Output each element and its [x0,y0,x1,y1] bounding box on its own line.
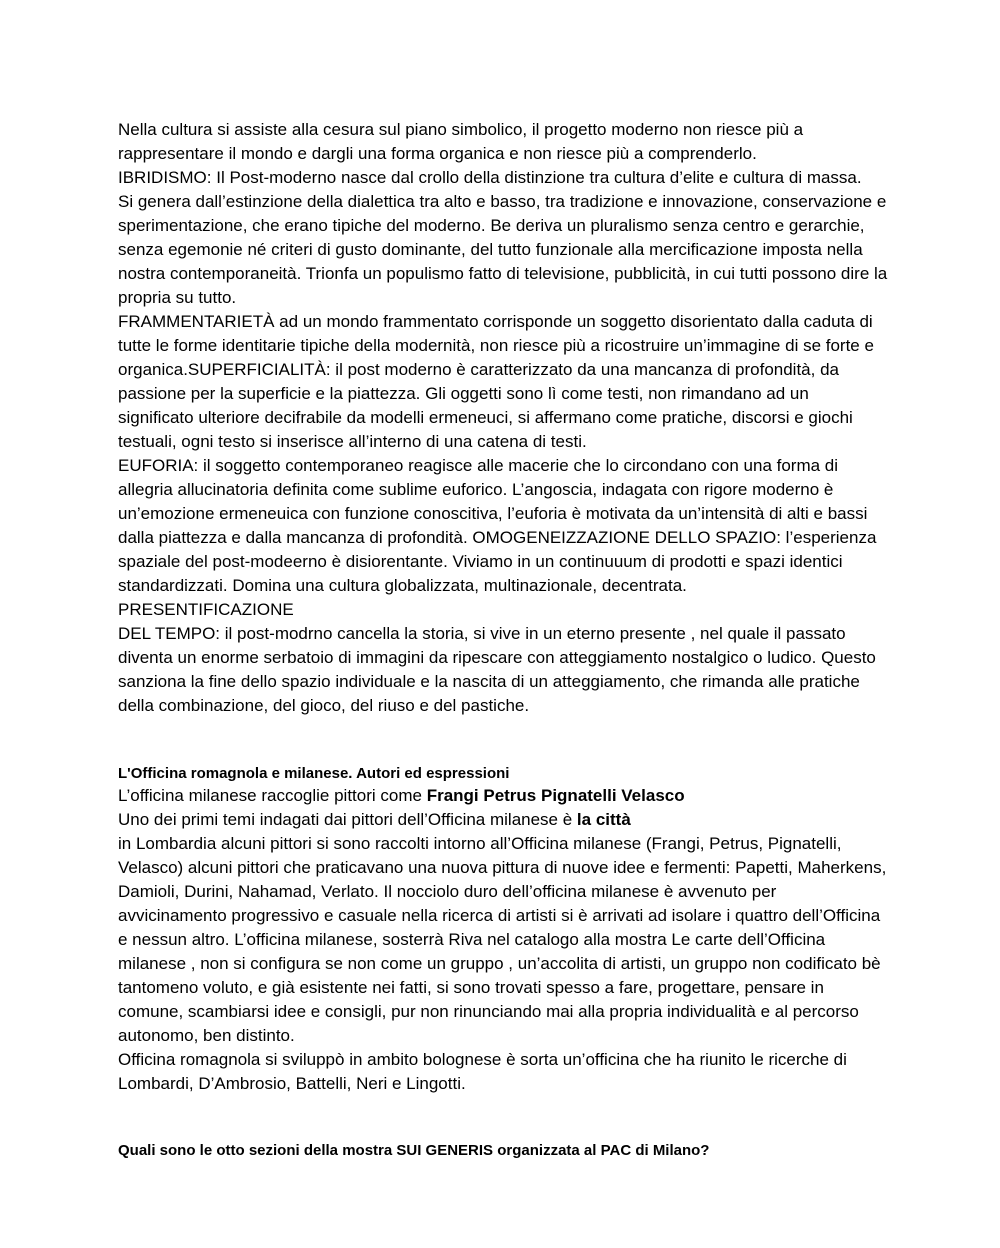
paragraph-cesura: Nella cultura si assiste alla cesura sul piano simbolico, il progetto moderno non riesce più a rappresentare il mondo e dargli una forma organica e non riesce più a comprenderlo. [118,120,804,163]
officina-heading: L'Officina romagnola e milanese. Autori ed espressioni [118,765,510,782]
paragraph-euforia: EUFORIA: il soggetto contemporaneo reagisce alle macerie che lo circondano con una forma di allegria allucinatoria definita come sublime euforico. L’angoscia, indagata con rigore moderno è un’emozione ermeneuica con funzione conoscitiva, l’euforia è motivata da un’intensità di alti e bassi dalla piattezza e dalla mancanza di profondità. OMOGENEIZZAZIONE DELLO SPAZIO: l’esperienza spaziale del post-modeerno è disiorentante. Viviamo in un continuuum di prodotti e spazi identici standardizzati. Domina una cultura globalizzata, multinazionale, decentrata. [118,456,877,595]
postmodern-section [118,118,888,718]
paragraph-presentificazione: PRESENTIFICAZIONE [118,600,294,619]
paragraph-frammentarieta: FRAMMENTARIETÀ ad un mondo frammentato corrisponde un soggetto disorientato dalla caduta di tutte le forme identitarie tipiche della modernità, non riesce più a ricostruire un’immagine di se forte e organica.SUPERFICIALITÀ: il post moderno è caratterizzato da una mancanza di profondità, da passione per la superficie e la piattezza. Gli oggetti sono lì come testi, non rimandano ad un significato ulteriore decifrabile da modelli ermeneuci, si affermano come pratiche, discorsi e giochi testuali, ogni testo si inserisce all’interno di una catena di testi. [118,312,874,451]
paragraph-velasco: Velasco) alcuni pittori che praticavano una nuova pittura di nuove idee e fermenti: Papetti, Maherkens, Damioli, Durini, Nahamad, Verlato. Il nocciolo duro dell’officina milanese è avvenuto per avvicinamento progressivo e casuale nella ricerca di artisti si è arrivati ad isolare i quattro dell’Officina e nessun altro. L’officina milanese, sosterrà Riva nel catalogo alla mostra Le carte dell’Officina milanese , non si configura se non come un gruppo , un’accolita di artisti, un gruppo non codificato bè tantomeno voluto, e già esistente nei fatti, si sono trovati spesso a fare, progettare, pensare in comune, scambiarsi idee e consigli, pur non rinunciando mai alla propria individualità e al percorso autonomo, ben distinto. [118,858,887,1045]
artist-names: Frangi Petrus Pignatelli Velasco [426,786,685,805]
paragraph-lombardia: in Lombardia alcuni pittori si sono raccolti intorno all’Officina milanese (Frangi, Petrus, Pignatelli, [118,834,842,853]
question-heading: Quali sono le otto sezioni della mostra SUI GENERIS organizzata al PAC di Milano? [118,1142,710,1159]
paragraph-officina-pittori [118,784,888,808]
question-section [118,1141,888,1161]
theme-city: la città [576,810,631,829]
officina-section [118,764,888,1096]
text-prefix: L’officina milanese raccoglie pittori come [118,786,427,805]
text-prefix: Uno dei primi temi indagati dai pittori dell’Officina milanese è [118,810,577,829]
paragraph-romagnola: Officina romagnola si sviluppò in ambito bolognese è sorta un’officina che ha riunito le ricerche di Lombardi, D’Ambrosio, Battelli, Neri e Lingotti. [118,1050,847,1093]
paragraph-del-tempo: DEL TEMPO: il post-modrno cancella la storia, si vive in un eterno presente , nel quale il passato diventa un enorme serbatoio di immagini da ripescare con atteggiamento nostalgico o ludico. Questo sanziona la fine dello spazio individuale e la nascita di un atteggiamento, che rimanda alle pratiche della combinazione, del gioco, del riuso e del pastiche. [118,624,876,715]
paragraph-dialettica: Si genera dall’estinzione della dialettica tra alto e basso, tra tradizione e innovazione, conservazione e sperimentazione, che erano tipiche del moderno. Be deriva un pluralismo senza centro e gerarchie, senza egemonie né criteri di gusto dominante, del tutto funzionale alla mercificazione imposta nella nostra contemporaneità. Trionfa un populismo fatto di televisione, pubblicità, in cui tutti possono dire la propria su tutto. [118,192,888,307]
paragraph-temi [118,808,888,832]
paragraph-ibridismo: IBRIDISMO: Il Post-moderno nasce dal crollo della distinzione tra cultura d’elite e cultura di massa. [118,168,862,187]
